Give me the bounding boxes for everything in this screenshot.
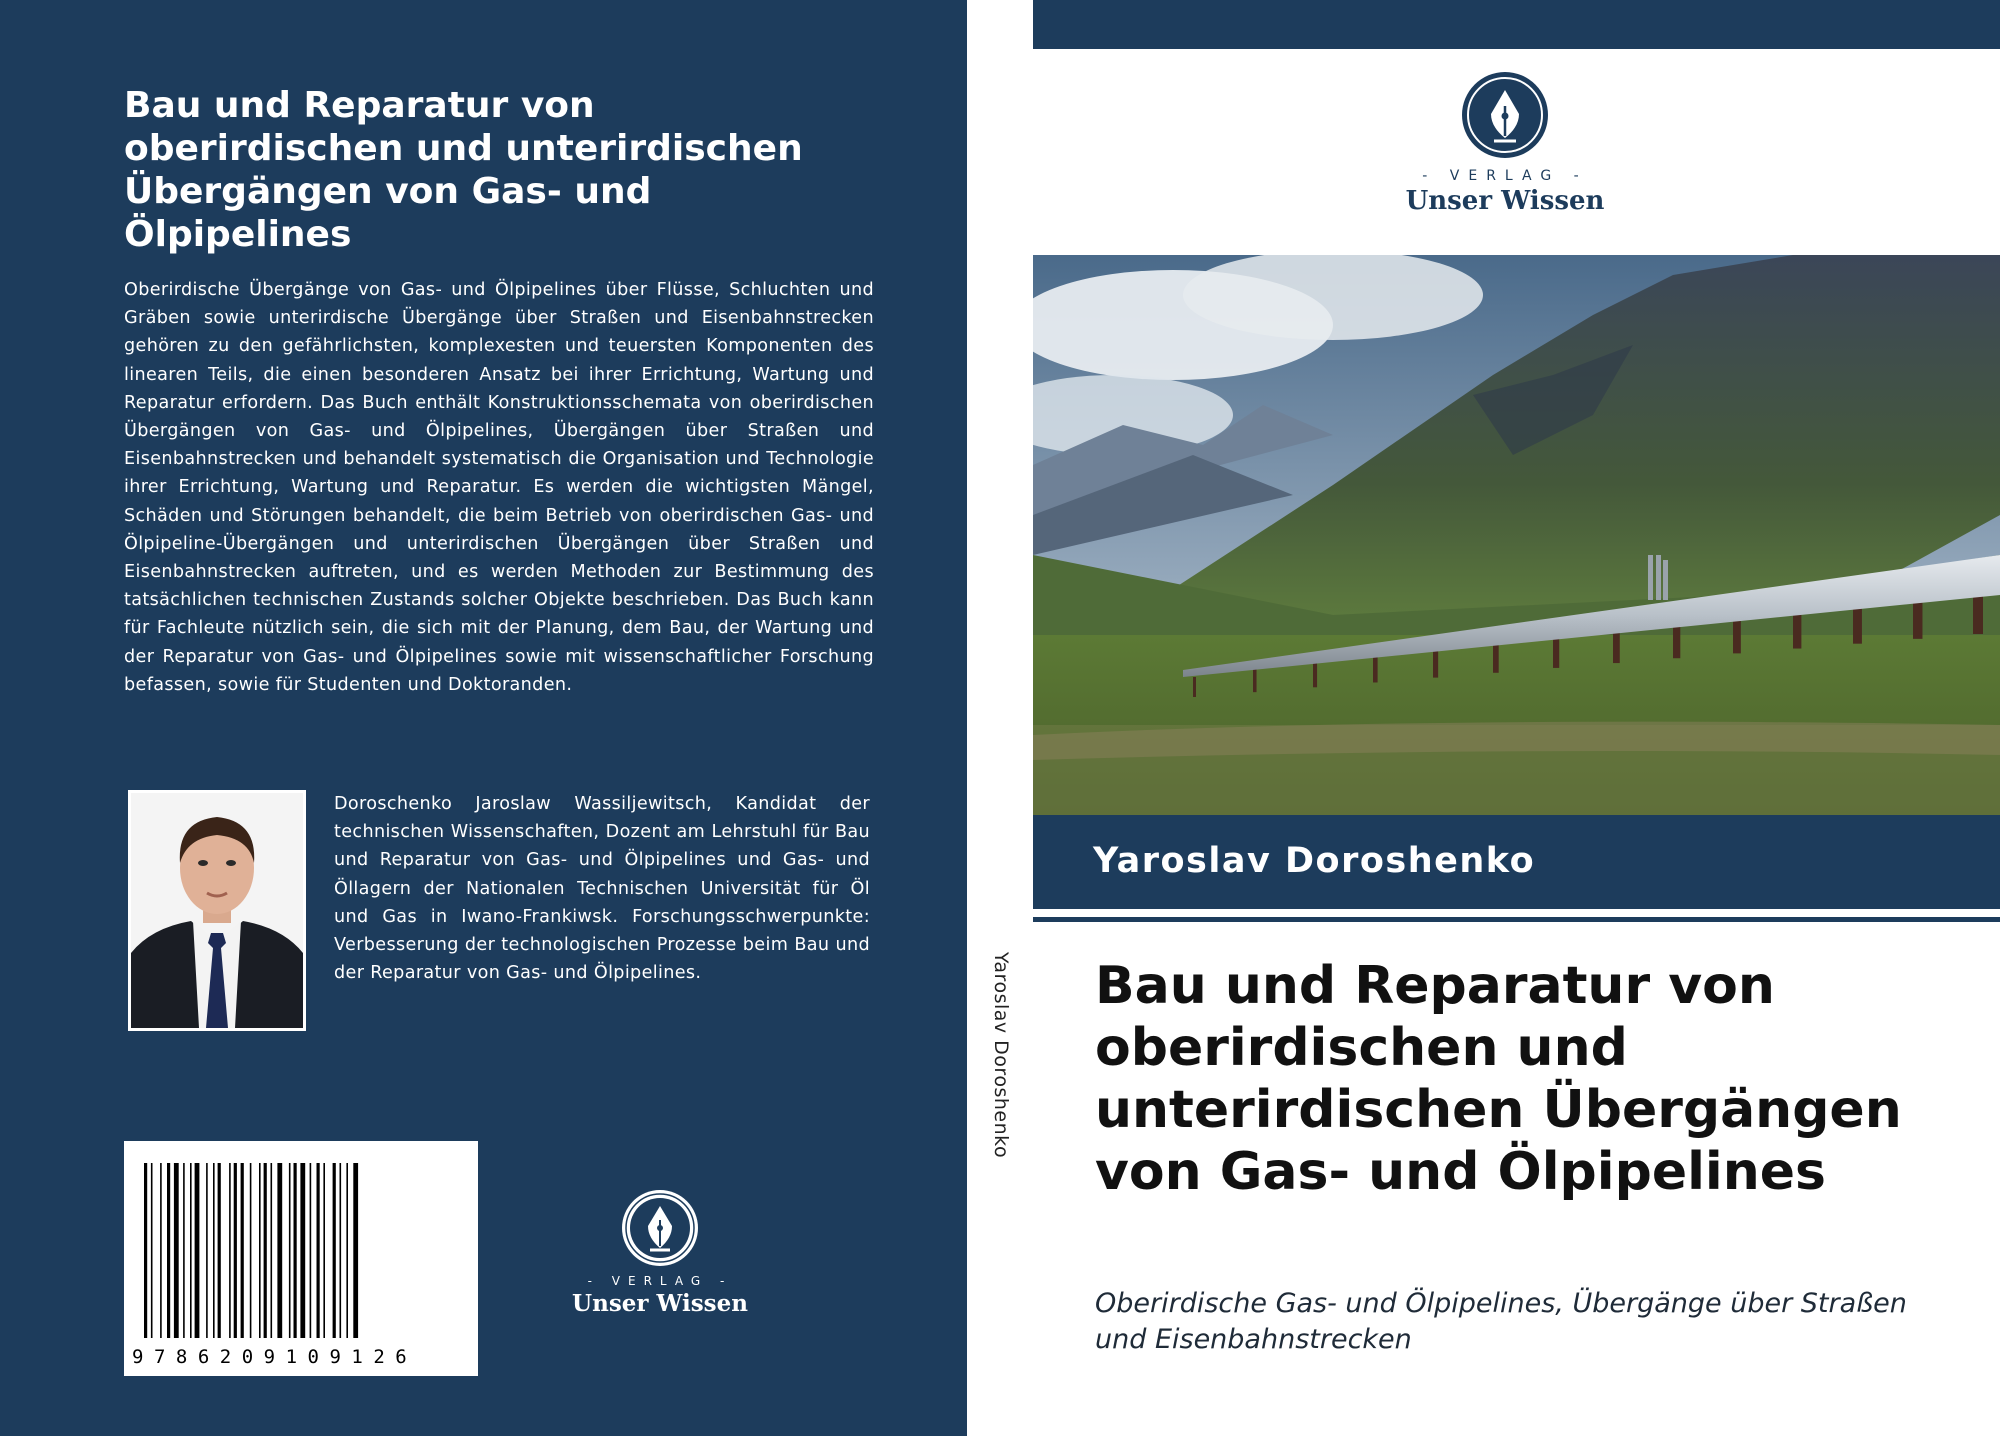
back-cover-title: Bau und Reparatur von oberirdischen und unterirdischen Übergängen von Gas- und Ölpipelines — [124, 85, 803, 255]
back-cover — [0, 0, 967, 1436]
barcode-digits: 9786209109126 — [132, 1346, 418, 1368]
logo-verlag-text: - VERLAG - — [587, 1274, 733, 1288]
pen-nib-logo-icon — [620, 1188, 700, 1268]
front-cover-title: Bau und Reparatur von oberirdischen und unterirdischen Übergängen von Gas- und Ölpipelines — [1095, 956, 1902, 1202]
back-publisher-logo — [560, 1188, 760, 1317]
front-top-bar — [1033, 0, 2000, 49]
spine — [967, 0, 1033, 1436]
author-portrait-photo — [128, 790, 306, 1031]
logo-name-text: Unser Wissen — [572, 1290, 748, 1317]
front-author-name: Yaroslav Doroshenko — [1093, 841, 1536, 881]
pen-nib-logo-icon — [1460, 70, 1550, 160]
logo-verlag-text: - VERLAG - — [1422, 168, 1588, 184]
pipeline-landscape-photo — [1033, 255, 2000, 815]
barcode — [124, 1141, 478, 1376]
front-publisher-logo — [1400, 70, 1610, 216]
back-cover-blurb: Oberirdische Übergänge von Gas- und Ölpipelines über Flüsse, Schluchten und Gräben sowie unterirdische Übergänge über Straßen und Eisenbahnstrecken gehören zu den gefährlichsten, komplexesten und teuersten Komponenten des linearen Teils, die einen besonderen Ansatz bei ihrer Errichtung, Wartung und Reparatur erfordern. Das Buch enthält Konstruktionsschemata von oberirdischen Übergängen von Gas- und Ölpipelines, Übergängen über Straßen und Eisenbahnstrecken und behandelt systematisch die Organisation und Technologie ihrer Errichtung, Wartung und Reparatur. Es werden die wichtigsten Mängel, Schäden und Störungen behandelt, die beim Betrieb von oberirdischen Gas- und Ölpipeline-Übergängen und unterirdischen Übergängen über Straßen und Eisenbahnstrecken auftreten, und es werden Methoden zur Bestimmung des tatsächlichen technischen Zustands solcher Objekte beschrieben. Das Buch kann für Fachleute nützlich sein, die sich mit der Planung, dem Bau, der Wartung und der Reparatur von Gas- und Ölpipelines sowie mit wissenschaftlicher Forschung befassen, sowie für Studenten und Doktoranden. — [124, 280, 874, 695]
logo-name-text: Unser Wissen — [1405, 186, 1605, 216]
author-bio: Doroschenko Jaroslaw Wassiljewitsch, Kandidat der technischen Wissenschaften, Dozent am Lehrstuhl für Bau und Reparatur von Gas- und Ölpipelines und Gas- und Öllagern der Nationalen Technischen Universität für Öl und Gas in Iwano-Frankiwsk. Forschungsschwerpunkte: Verbesserung der technologischen Prozesse beim Bau und der Reparatur von Gas- und Ölpipelines. — [334, 794, 870, 984]
author-band — [1033, 815, 2000, 909]
front-cover-subtitle: Oberirdische Gas- und Ölpipelines, Übergänge über Straßen und Eisenbahnstrecken — [1095, 1288, 1907, 1355]
divider-line — [1033, 917, 2000, 922]
spine-author: Yaroslav Doroshenko — [990, 951, 1012, 1159]
